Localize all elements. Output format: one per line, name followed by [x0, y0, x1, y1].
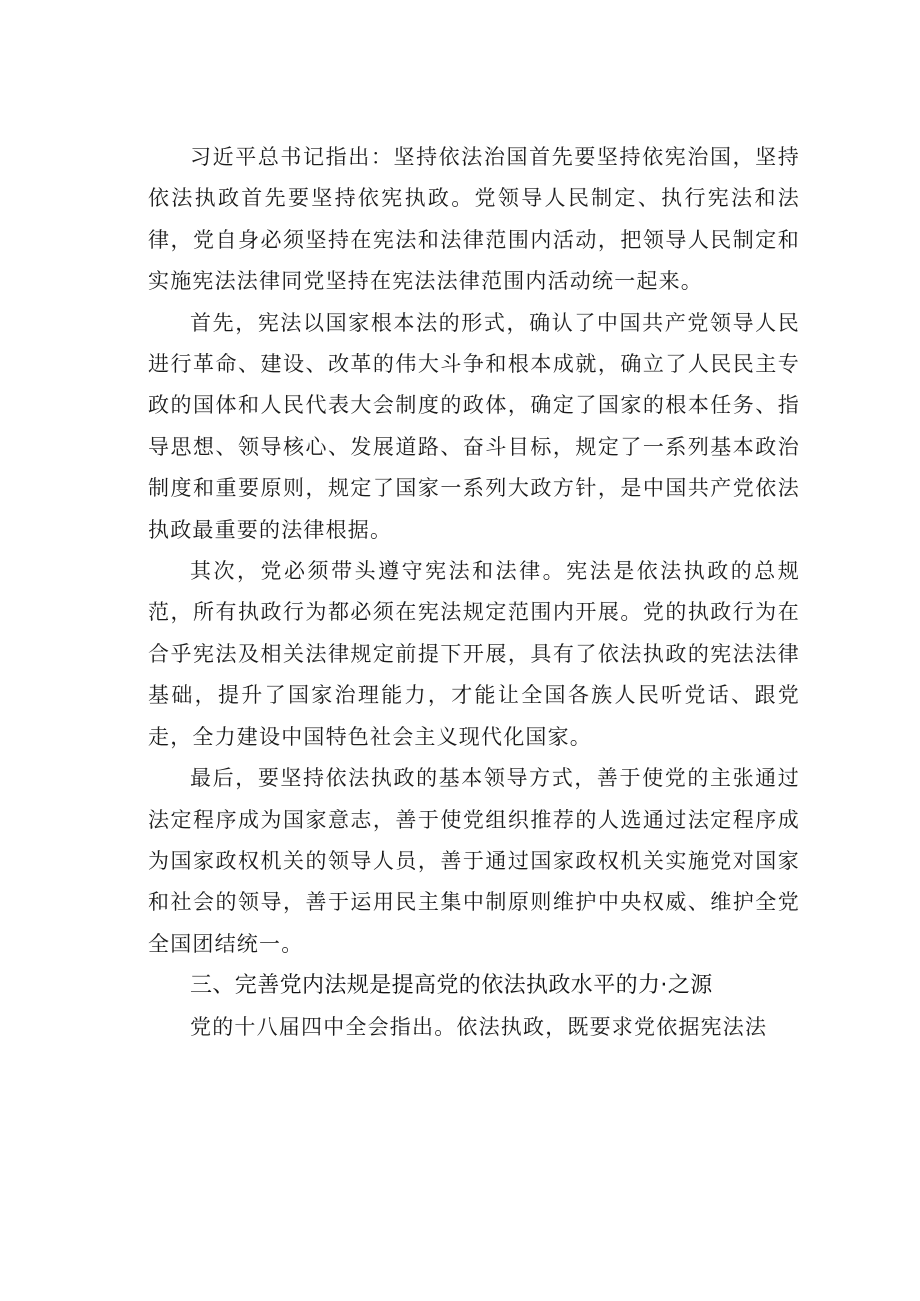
paragraph-5: 党的十八届四中全会指出。依法执政，既要求党依据宪法法 — [190, 1014, 768, 1039]
document-body — [148, 137, 800, 1048]
paragraph-1: 习近平总书记指出：坚持依法治国首先要坚持依宪治国，坚持依法执政首先要坚持依宪执政。党领导人民制定、执行宪法和法律，党自身必须坚持在宪法和法律范围内活动，把领导人民制定和实施宪法法律同党坚持在宪法法律范围内活动统一起来。 — [148, 145, 800, 294]
paragraph-2: 首先，宪法以国家根本法的形式，确认了中国共产党领导人民进行革命、建设、改革的伟大斗争和根本成就，确立了人民民主专政的国体和人民代表大会制度的政体，确定了国家的根本任务、指导思想、领导核心、发展道路、奋斗目标，规定了一系列基本政治制度和重要原则，规定了国家一系列大政方针，是中国共产党依法执政最重要的法律根据。 — [148, 310, 800, 542]
paragraph-3: 其次，党必须带头遵守宪法和法律。宪法是依法执政的总规范，所有执政行为都必须在宪法规定范围内开展。党的执政行为在合乎宪法及相关法律规定前提下开展，具有了依法执政的宪法法律基础，提升了国家治理能力，才能让全国各族人民听党话、跟党走，全力建设中国特色社会主义现代化国家。 — [148, 559, 800, 749]
section-heading: 三、完善党内法规是提高党的依法执政水平的力·之源 — [190, 973, 713, 999]
paragraph-4: 最后，要坚持依法执政的基本领导方式，善于使党的主张通过法定程序成为国家意志，善于使党组织推荐的人选通过法定程序成为国家政权机关的领导人员，善于通过国家政权机关实施党对国家和社会的领导，善于运用民主集中制原则维护中央权威、维护全党全国团结统一。 — [148, 766, 800, 956]
